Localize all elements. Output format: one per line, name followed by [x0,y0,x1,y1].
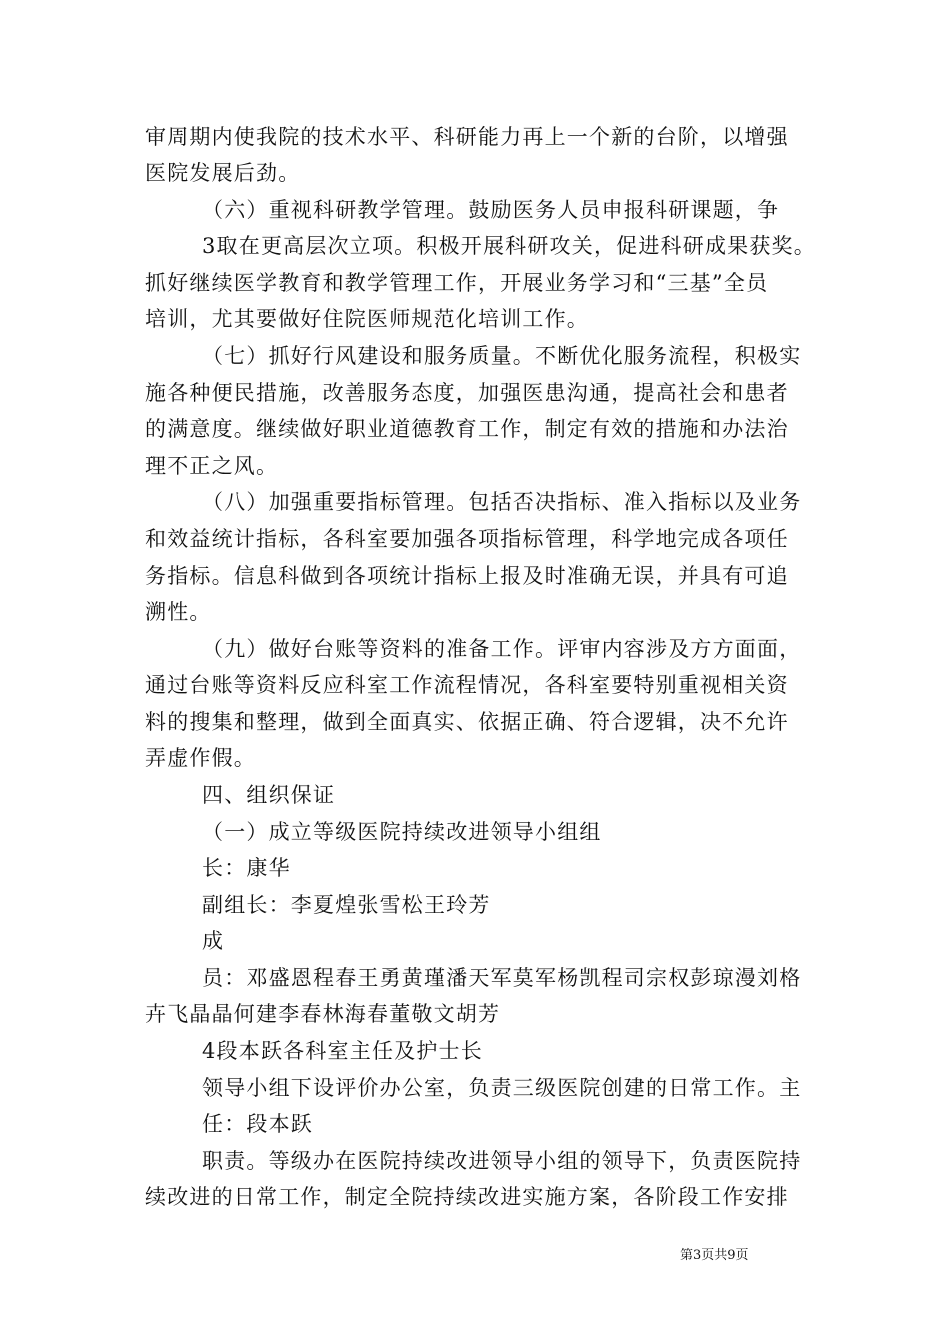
text-line: 卉飞晶晶何建李春林海春董敬文胡芳 [145,1002,501,1026]
page-number: 第3页共9页 [680,1248,749,1263]
text-line: 3取在更高层次立项。积极开展科研攻关，促进科研成果获奖。 [202,234,816,258]
text-line: （八）加强重要指标管理。包括否决指标、准入指标以及业务 [202,490,802,514]
text-line: 副组长：李夏煌张雪松王玲芳 [202,893,491,917]
text-line: 职责。等级办在医院持续改进领导小组的领导下，负责医院持 [202,1149,802,1173]
text-line: 员：邓盛恩程春王勇黄瑾潘天军莫军杨凯程司宗权彭琼漫刘格 [202,966,802,990]
text-line: 施各种便民措施，改善服务态度，加强医患沟通，提高社会和患者 [145,381,789,405]
text-line: 抓好继续医学教育和教学管理工作，开展业务学习和“三基”全员 [145,271,769,295]
text-line: 和效益统计指标，各科室要加强各项指标管理，科学地完成各项任 [145,527,789,551]
text-line: （七）抓好行风建设和服务质量。不断优化服务流程，积极实 [202,344,802,368]
text-line: 培训，尤其要做好住院医师规范化培训工作。 [145,307,589,331]
text-line: 续改进的日常工作，制定全院持续改进实施方案，各阶段工作安排 [145,1185,789,1209]
text-line: 的满意度。继续做好职业道德教育工作，制定有效的措施和办法治 [145,417,789,441]
text-line: 医院发展后劲。 [145,161,301,185]
text-line: 理不正之风。 [145,454,279,478]
text-line: （六）重视科研教学管理。鼓励医务人员申报科研课题，争 [202,198,780,222]
text-line: 通过台账等资料反应科室工作流程情况，各科室要特别重视相关资 [145,673,789,697]
text-line: 务指标。信息科做到各项统计指标上报及时准确无误，并具有可追 [145,564,789,588]
text-line: （九）做好台账等资料的准备工作。评审内容涉及方方面面， [202,637,802,661]
text-line: 领导小组下设评价办公室，负责三级医院创建的日常工作。主 [202,1076,802,1100]
text-line: 长：康华 [202,856,291,880]
text-line: 料的搜集和整理，做到全面真实、依据正确、符合逻辑，决不允许 [145,710,789,734]
text-line: （一）成立等级医院持续改进领导小组组 [202,820,602,844]
text-line: 审周期内使我院的技术水平、科研能力再上一个新的台阶，以增强 [145,125,789,149]
text-line: 4段本跃各科室主任及护士长 [202,1039,483,1063]
text-line: 弄虚作假。 [145,746,256,770]
text-line: 任：段本跃 [202,1112,313,1136]
text-line: 成 [202,929,225,953]
section-heading: 四、组织保证 [202,783,336,807]
text-line: 溯性。 [145,600,212,624]
